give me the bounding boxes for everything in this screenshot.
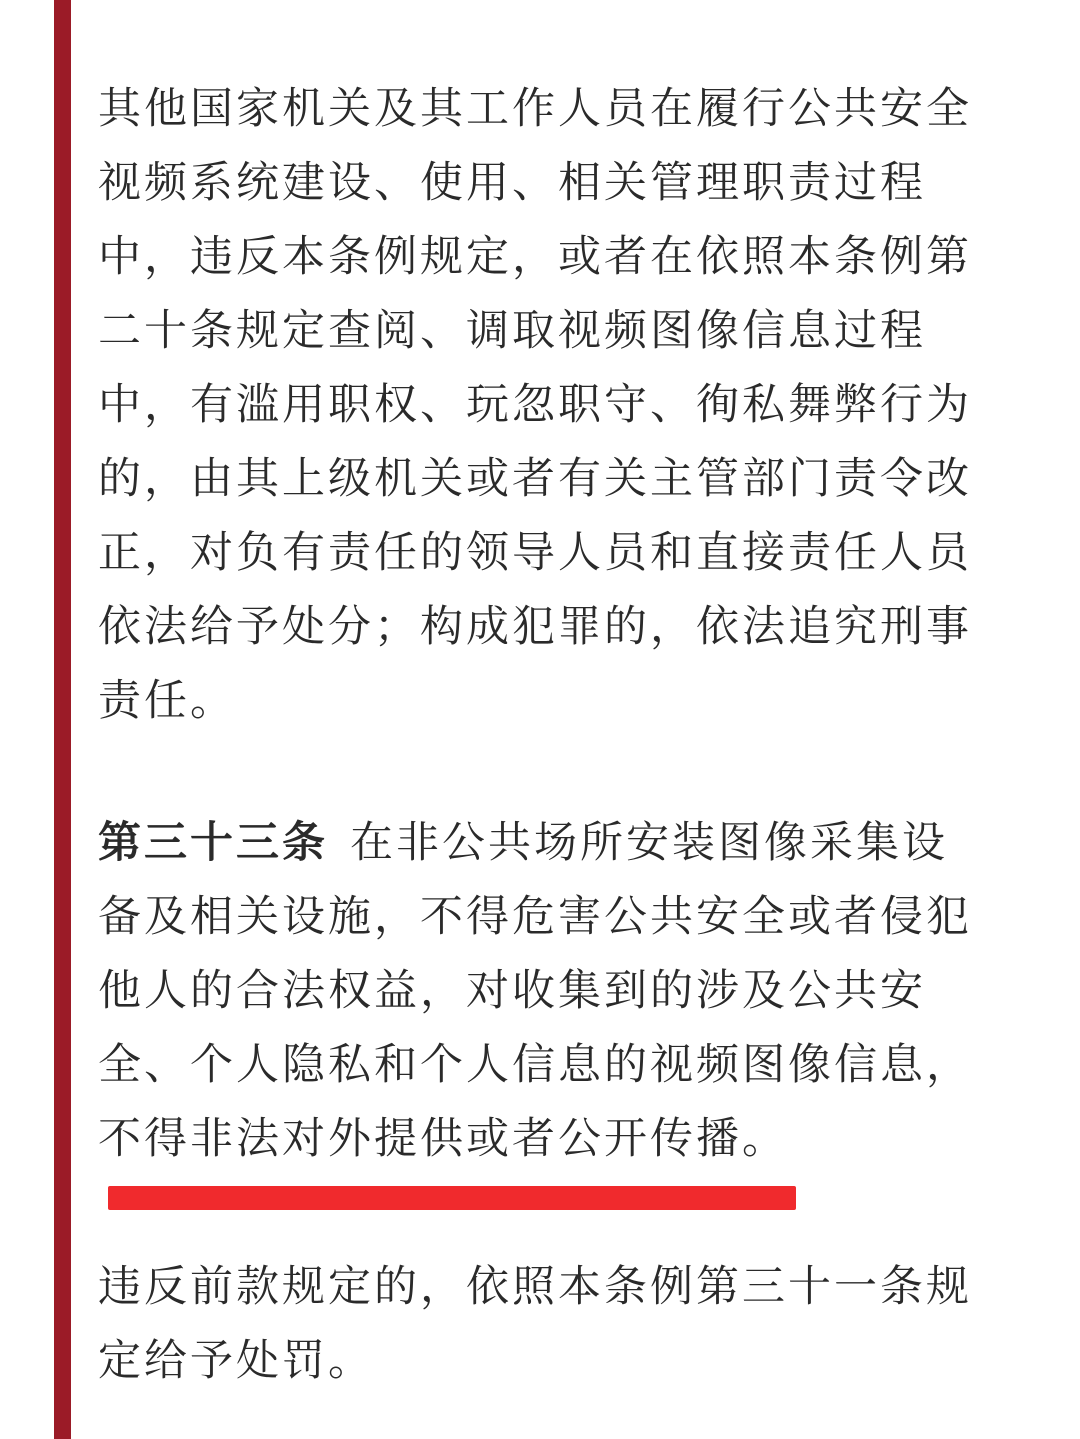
text-line: 他人的合法权益，对收集到的涉及公共安 (98, 966, 926, 1016)
article-text: 在非公共场所安装图像采集设 (350, 818, 948, 868)
text-line: 不得非法对外提供或者公开传播。 (98, 1114, 788, 1164)
text-line: 的，由其上级机关或者有关主管部门责令改 (98, 454, 972, 504)
left-accent-bar (54, 0, 71, 1439)
text-line: 二十条规定查阅、调取视频图像信息过程 (98, 306, 926, 356)
text-line: 视频系统建设、使用、相关管理职责过程 (98, 158, 926, 208)
text-line (98, 806, 1003, 880)
paragraph-penalty-reference (98, 1250, 1003, 1398)
text-line: 正，对负有责任的领导人员和直接责任人员 (98, 528, 972, 578)
text-line: 定给予处罚。 (98, 1336, 374, 1386)
text-line: 全、个人隐私和个人信息的视频图像信息， (98, 1040, 972, 1090)
text-line: 备及相关设施，不得危害公共安全或者侵犯 (98, 892, 972, 942)
article-number: 第三十三条 (98, 818, 328, 868)
paragraph-penalty-officials (98, 72, 1003, 738)
text-line: 中，有滥用职权、玩忽职守、徇私舞弊行为 (98, 380, 972, 430)
text-line: 其他国家机关及其工作人员在履行公共安全 (98, 84, 972, 134)
text-line: 依法给予处分；构成犯罪的，依法追究刑事 (98, 602, 972, 652)
paragraph-article-33 (98, 806, 1003, 1176)
text-line: 责任。 (98, 676, 236, 726)
text-line: 违反前款规定的，依照本条例第三十一条规 (98, 1262, 972, 1312)
highlight-underline (108, 1186, 796, 1210)
text-line: 中，违反本条例规定，或者在依照本条例第 (98, 232, 972, 282)
